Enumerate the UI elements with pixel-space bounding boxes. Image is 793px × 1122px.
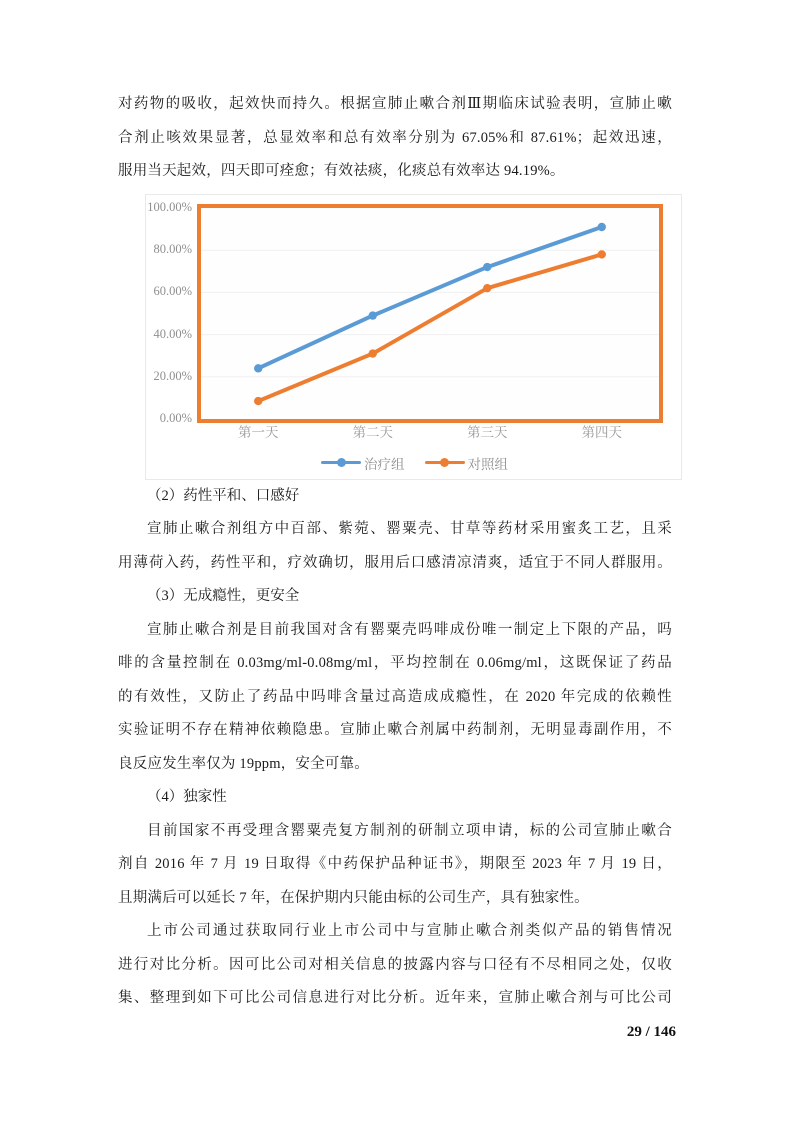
x-axis-label: 第四天 [581,424,622,440]
text-line: 剂自 2016 年 7 月 19 日取得《中药保护品种证书》，期限至 2023 年 7 月 19 日， [118,856,672,872]
y-axis-label: 100.00% [147,200,192,214]
y-axis-label: 40.00% [153,326,192,341]
text-line: 对药物的吸收，起效快而持久。根据宣肺止嗽合剂Ⅲ期临床试验表明，宣肺止嗽 [118,96,672,112]
paragraph-comparison [118,915,672,1016]
y-axis-label: 60.00% [153,284,192,299]
text-line: 啡的含量控制在 0.03mg/ml-0.08mg/ml，平均控制在 0.06mg/ml，这既保证了药品 [118,655,672,671]
text-line: 上市公司通过获取同行业上市公司中与宣肺止嗽合剂类似产品的销售情况 [147,923,672,939]
x-axis-label: 第一天 [238,424,279,440]
y-axis-label: 20.00% [153,368,192,383]
text-line: 用薄荷入药，药性平和，疗效确切，服用后口感清凉清爽，适宜于不同人群服用。 [118,554,672,571]
section-heading-4: （4）独家性 [147,789,227,805]
legend-line-marker-icon [425,458,465,467]
paragraph-taste [118,513,672,580]
chart-legend [146,452,683,474]
text-line: 实验证明不存在精神依赖隐患。宣肺止嗽合剂属中药制剂，无明显毒副作用，不 [118,722,672,738]
y-axis-label: 0.00% [159,411,192,425]
legend-item [321,453,405,473]
text-line: 目前国家不再受理含罂粟壳复方制剂的研制立项申请，标的公司宣肺止嗽合 [147,822,672,839]
legend-label: 治疗组 [364,456,405,472]
text-line: 服用当天起效，四天即可痊愈；有效祛痰，化痰总有效率达 94.19%。 [118,163,565,179]
plot-area [197,204,663,423]
legend-label: 对照组 [467,456,508,472]
document-content [118,88,672,1016]
line-chart [145,194,682,480]
legend-line-marker-icon [321,458,361,467]
text-line: 良反应发生率仅为 19ppm，安全可靠。 [118,755,369,772]
text-line: 宣肺止嗽合剂组方中百部、紫菀、罂粟壳、甘草等药材采用蜜炙工艺，且采 [147,521,672,537]
text-line: 集、整理到如下可比公司信息进行对比分析。近年来，宣肺止嗽合剂与可比公司 [118,990,672,1006]
chart-series-canvas [201,208,659,419]
y-axis-label: 80.00% [153,242,192,257]
text-line: 合剂止咳效果显著，总显效率和总有效率分别为 67.05%和 87.61%；起效迅速， [118,129,672,146]
section-heading-2: （2）药性平和、口感好 [147,487,300,504]
paragraph-safety [118,614,672,782]
paragraph-intro [118,88,672,189]
text-line: 宣肺止嗽合剂是目前我国对含有罂粟壳吗啡成份唯一制定上下限的产品，吗 [147,621,672,638]
legend-item [425,453,509,473]
text-line: 的有效性，又防止了药品中吗啡含量过高造成成瘾性，在 2020 年完成的依赖性 [118,688,672,705]
x-axis-label: 第三天 [467,424,508,440]
text-line: 进行对比分析。因可比公司对相关信息的披露内容与口径有不尽相同之处，仅收 [118,956,672,973]
section-heading-3: （3）无成瘾性，更安全 [147,588,300,604]
text-line: 且期满后可以延长 7 年，在保护期内只能由标的公司生产，具有独家性。 [118,889,589,906]
x-axis-label: 第二天 [352,424,393,440]
paragraph-exclusivity [118,815,672,916]
footer-page-number: 29 / 146 [626,1024,676,1040]
